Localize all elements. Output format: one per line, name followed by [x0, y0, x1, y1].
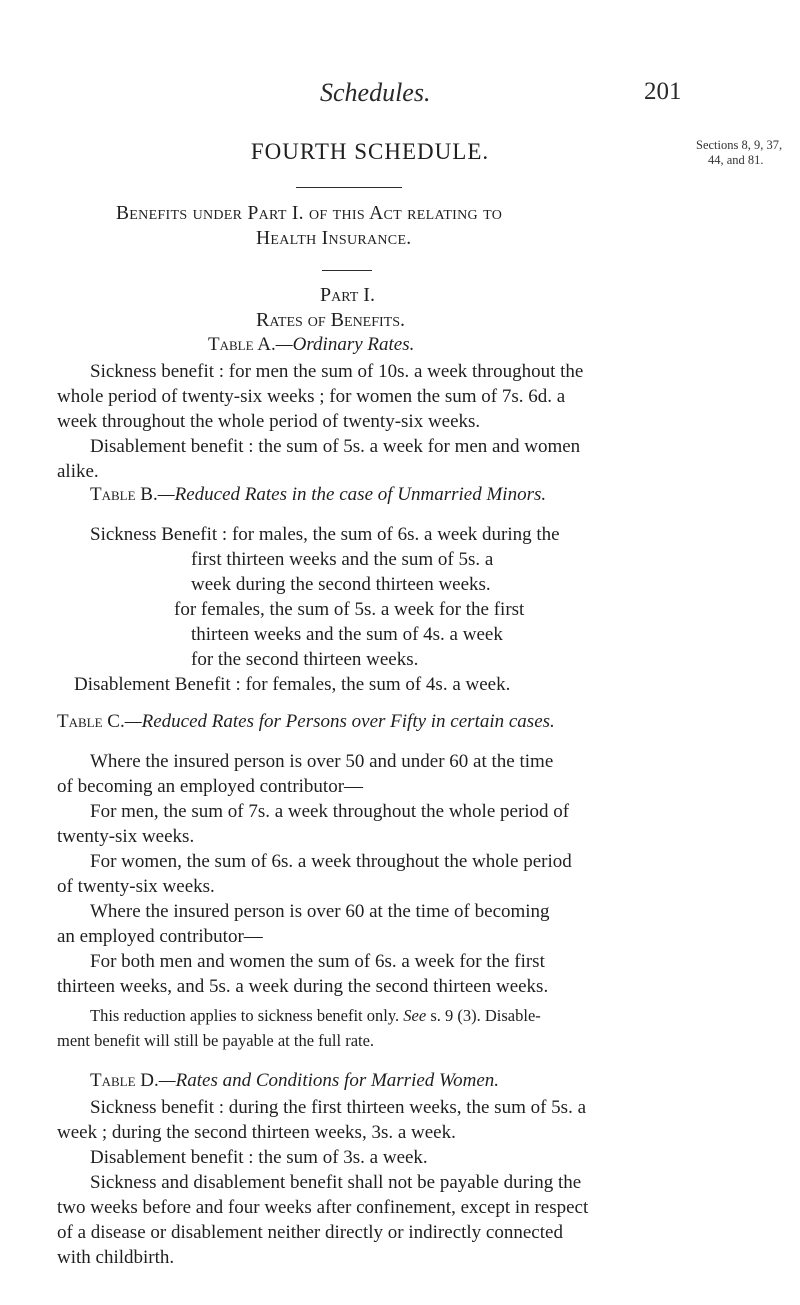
benefits-heading-line-1: Benefits under Part I. of this Act relating to [116, 203, 503, 224]
divider-rule-2 [322, 270, 372, 271]
table-a-line-3: week throughout the whole period of twenty-six weeks. [57, 411, 481, 432]
table-c-line-10: thirteen weeks, and 5s. a week during the second thirteen weeks. [57, 976, 549, 997]
margin-note-line-2: 44, and 81. [708, 153, 764, 167]
table-d-line-4: Sickness and disablement benefit shall not be payable during the [90, 1172, 582, 1193]
table-a-heading [208, 334, 414, 356]
table-c-line-1: Where the insured person is over 50 and under 60 at the time [90, 751, 554, 772]
table-d-heading [90, 1070, 499, 1092]
table-d-line-5: two weeks before and four weeks after confinement, except in respect [57, 1197, 589, 1218]
table-d-title: —Rates and Conditions for Married Women. [158, 1070, 500, 1091]
part-heading: Part I. [320, 284, 375, 306]
table-c-note-ref: s. 9 (3). Disable- [430, 1006, 541, 1025]
table-d-line-1: Sickness benefit : during the first thirteen weeks, the sum of 5s. a [90, 1097, 587, 1118]
table-b-heading [90, 484, 546, 506]
table-c-line-3: For men, the sum of 7s. a week throughout the whole period of [90, 801, 570, 822]
table-b-line-3: week during the second thirteen weeks. [191, 574, 491, 595]
divider-rule-1 [296, 187, 402, 188]
table-d-line-7: with childbirth. [57, 1247, 175, 1268]
table-a-line-5: alike. [57, 461, 99, 482]
table-c-heading [57, 711, 555, 733]
rates-heading: Rates of Benefits. [256, 309, 406, 331]
schedule-title: FOURTH SCHEDULE. [250, 139, 490, 164]
table-c-label: Table C. [57, 711, 125, 732]
table-c-note-text: This reduction applies to sickness benefit only. [90, 1006, 400, 1025]
running-title: Schedules. [320, 78, 431, 107]
benefits-heading-line-2: Health Insurance. [256, 228, 412, 249]
table-c-title: —Reduced Rates for Persons over Fifty in certain cases. [124, 711, 555, 732]
table-c-line-9: For both men and women the sum of 6s. a week for the first [90, 951, 545, 972]
table-b-line-5: thirteen weeks and the sum of 4s. a week [191, 624, 503, 645]
table-a-label: Table A. [208, 334, 276, 355]
table-a-line-4: Disablement benefit : the sum of 5s. a week for men and women [90, 436, 581, 457]
table-c-line-8: an employed contributor— [57, 926, 263, 947]
table-b-label: Table B. [90, 484, 158, 505]
margin-note [696, 138, 800, 168]
table-b-title: —Reduced Rates in the case of Unmarried Minors. [157, 484, 547, 505]
table-b-line-4: for females, the sum of 5s. a week for the first [174, 599, 525, 620]
table-a-title: —Ordinary Rates. [275, 334, 415, 355]
table-c-line-6: of twenty-six weeks. [57, 876, 215, 897]
page-number: 201 [644, 78, 682, 105]
table-b-line-2: first thirteen weeks and the sum of 5s. a [191, 549, 494, 570]
table-a-line-1: Sickness benefit : for men the sum of 10s. a week throughout the [90, 361, 584, 382]
table-b-line-7: Disablement Benefit : for females, the sum of 4s. a week. [74, 674, 511, 695]
table-c-line-2: of becoming an employed contributor— [57, 776, 364, 797]
margin-note-line-1: Sections 8, 9, 37, [696, 138, 783, 152]
table-d-line-6: of a disease or disablement neither directly or indirectly connected [57, 1222, 563, 1243]
table-d-line-2: week ; during the second thirteen weeks, 3s. a week. [57, 1122, 456, 1143]
table-b-line-1: Sickness Benefit : for males, the sum of 6s. a week during the [90, 524, 560, 545]
table-b-line-6: for the second thirteen weeks. [191, 649, 419, 670]
table-c-note-see: See [403, 1006, 427, 1025]
table-c-line-4: twenty-six weeks. [57, 826, 195, 847]
table-d-line-3: Disablement benefit : the sum of 3s. a week. [90, 1147, 428, 1168]
table-c-line-5: For women, the sum of 6s. a week throughout the whole period [90, 851, 572, 872]
table-c-note-line-1 [90, 1003, 780, 1029]
table-c-note-line-2: ment benefit will still be payable at the full rate. [57, 1031, 375, 1050]
table-a-line-2: whole period of twenty-six weeks ; for women the sum of 7s. 6d. a [57, 386, 566, 407]
table-c-line-7: Where the insured person is over 60 at the time of becoming [90, 901, 550, 922]
table-d-label: Table D. [90, 1070, 159, 1091]
